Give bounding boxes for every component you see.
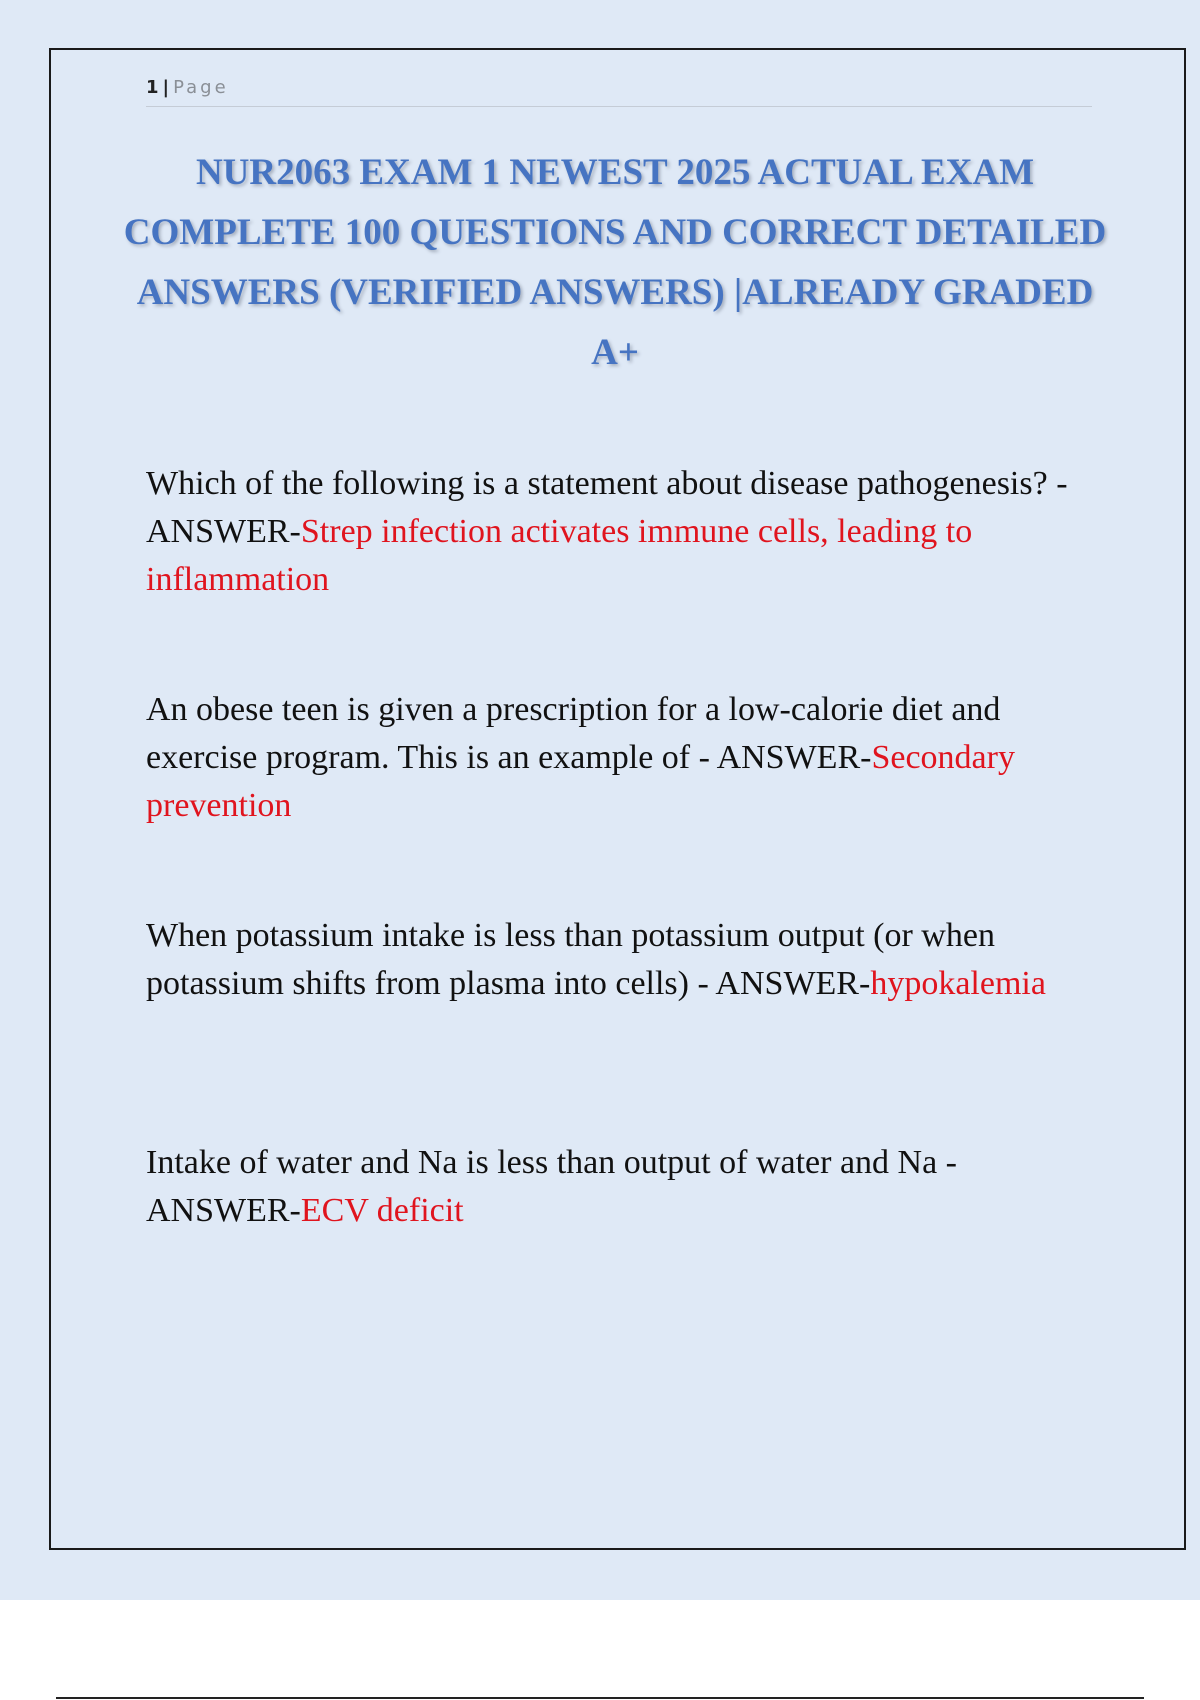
qa-item-4: [146, 1139, 1096, 1235]
answer-text: ECV deficit: [300, 1192, 464, 1229]
question-text: An obese teen is given a prescription for a low-calorie diet and exercise program. This is an example of - ANSWER-: [146, 691, 1001, 776]
page-word: Page: [173, 77, 229, 98]
answer-text: Secondary prevention: [146, 739, 1015, 824]
document-title: NUR2063 EXAM 1 NEWEST 2025 ACTUAL EXAM COMPLETE 100 QUESTIONS AND CORRECT DETAILED ANSWERS (VERIFIED ANSWERS) |ALREADY GRADED A+: [123, 152, 1107, 373]
page-separator: |: [162, 77, 170, 98]
question-text: Intake of water and Na is less than output of water and Na - ANSWER-: [146, 1144, 958, 1229]
qa-item-1: [146, 460, 1096, 604]
answer-text: hypokalemia: [870, 965, 1046, 1002]
question-text: When potassium intake is less than potassium output (or when potassium shifts from plasma into cells) - ANSWER-: [146, 917, 995, 1002]
footer-rule: [56, 1697, 1144, 1699]
page-number: 1: [146, 77, 159, 98]
qa-item-3: [146, 912, 1096, 1008]
qa-item-2: [146, 686, 1096, 830]
answer-text: Strep infection activates immune cells, leading to inflammation: [146, 513, 973, 598]
question-text: Which of the following is a statement about disease pathogenesis? - ANSWER-: [146, 465, 1068, 550]
page-header: [146, 74, 1092, 107]
